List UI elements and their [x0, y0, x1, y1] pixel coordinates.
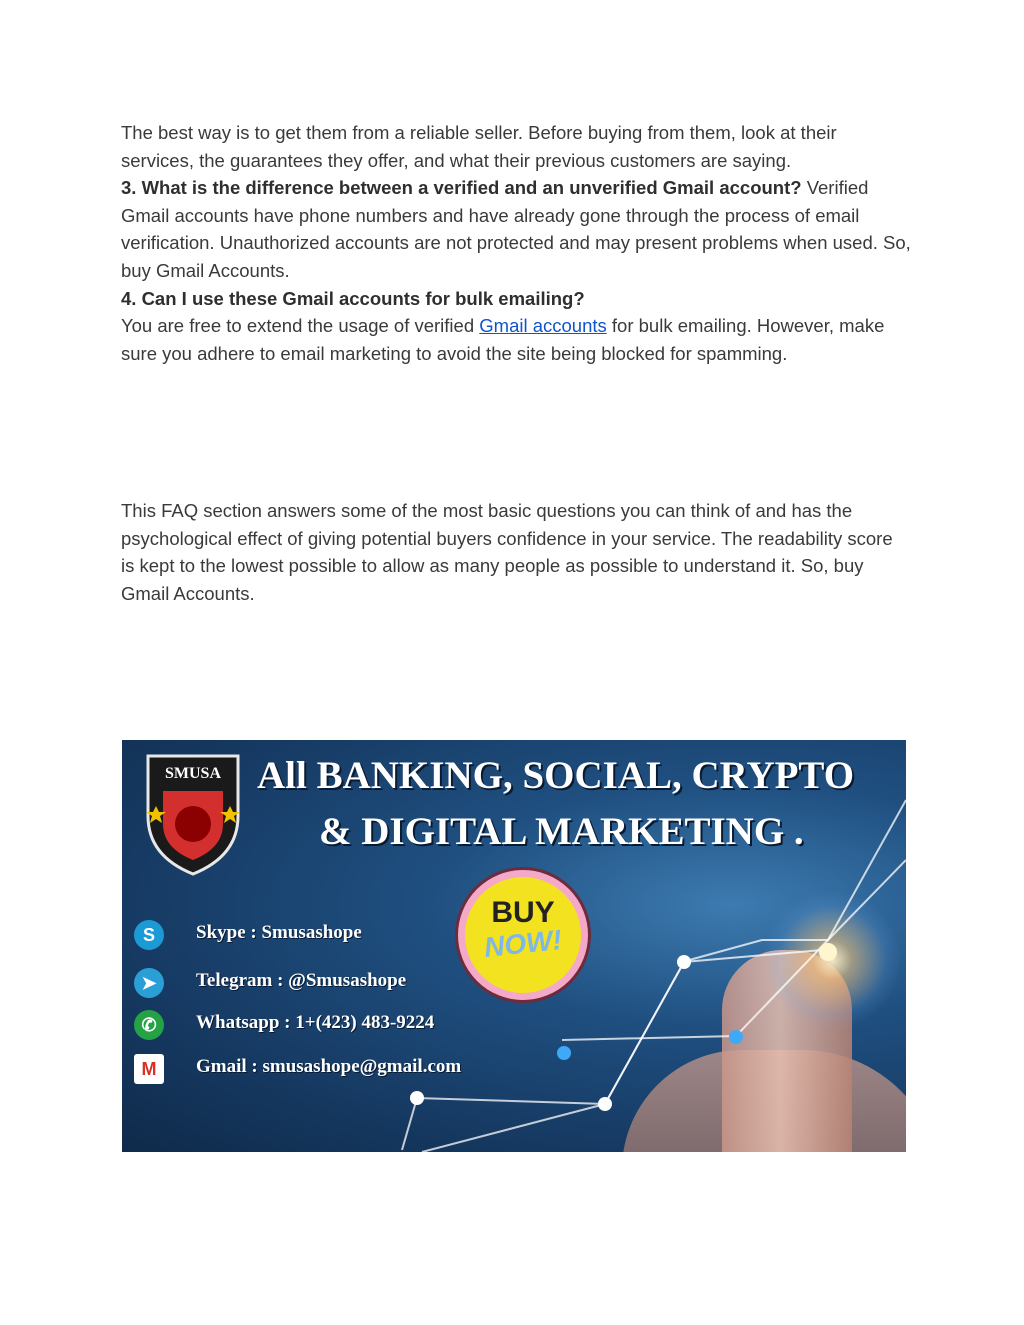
contact-skype: [134, 918, 554, 954]
banner-headline: [257, 748, 906, 860]
buy-label: BUY: [491, 896, 555, 929]
whatsapp-icon: ✆: [134, 1010, 164, 1040]
faq-block: [121, 119, 911, 367]
promo-banner-image: [122, 740, 906, 1152]
contact-telegram-text: Telegram : @Smusashope: [196, 970, 407, 991]
smusa-shield-logo: [138, 746, 248, 878]
chart-point: [410, 1091, 424, 1105]
gmail-icon: M: [134, 1054, 164, 1084]
gmail-accounts-link[interactable]: Gmail accounts: [479, 315, 607, 337]
faq-answer-4-end: for bulk emailing. However, make sure you adhere to email marketing to avoid the site being blocked for spamming.: [121, 315, 885, 364]
faq-answer-4-start: You are free to extend the usage of verified: [121, 315, 480, 337]
logo-text: SMUSA: [164, 765, 222, 782]
contact-gmail: [134, 1052, 554, 1088]
contact-whatsapp-text: Whatsapp : 1+(423) 483-9224: [196, 1012, 435, 1033]
chart-point: [557, 1046, 571, 1060]
now-label: NOW!: [482, 924, 564, 963]
faq-question-4: 4. Can I use these Gmail accounts for bulk emailing?: [121, 287, 585, 309]
telegram-icon: ➤: [134, 968, 164, 998]
contact-whatsapp: [134, 1008, 554, 1044]
faq-answer-3: Verified Gmail accounts have phone numbers and have already gone through the process of email verification. Unauthorized accounts are not protected and may present problems when used. So, buy Gmail Accounts.: [121, 177, 911, 281]
faq-question-3: 3. What is the difference between a verified and an unverified Gmail account?: [121, 177, 802, 199]
chart-line-upper: [562, 860, 906, 1040]
chart-point: [819, 943, 837, 961]
skype-icon: S: [134, 920, 164, 950]
contact-gmail-text: Gmail : smusashope@gmail.com: [196, 1056, 462, 1077]
chart-point: [677, 955, 691, 969]
headline-line-2: & DIGITAL MARKETING .: [319, 810, 804, 853]
chart-point: [729, 1030, 743, 1044]
faq-intro: The best way is to get them from a reliable seller. Before buying from them, look at their services, the guarantees they offer, and what their previous customers are saying.: [121, 122, 837, 171]
contact-skype-text: Skype : Smusashope: [196, 922, 362, 943]
chart-point: [598, 1097, 612, 1111]
faq-summary: This FAQ section answers some of the most basic questions you can think of and has the psychological effect of giving potential buyers confidence in your service. The readability score is kept to the lowest possible to allow as many people as possible to understand it. So, buy Gmail Accounts.: [121, 500, 893, 604]
headline-line-1: All BANKING, SOCIAL, CRYPTO: [257, 754, 855, 797]
contact-telegram: [134, 966, 554, 1002]
